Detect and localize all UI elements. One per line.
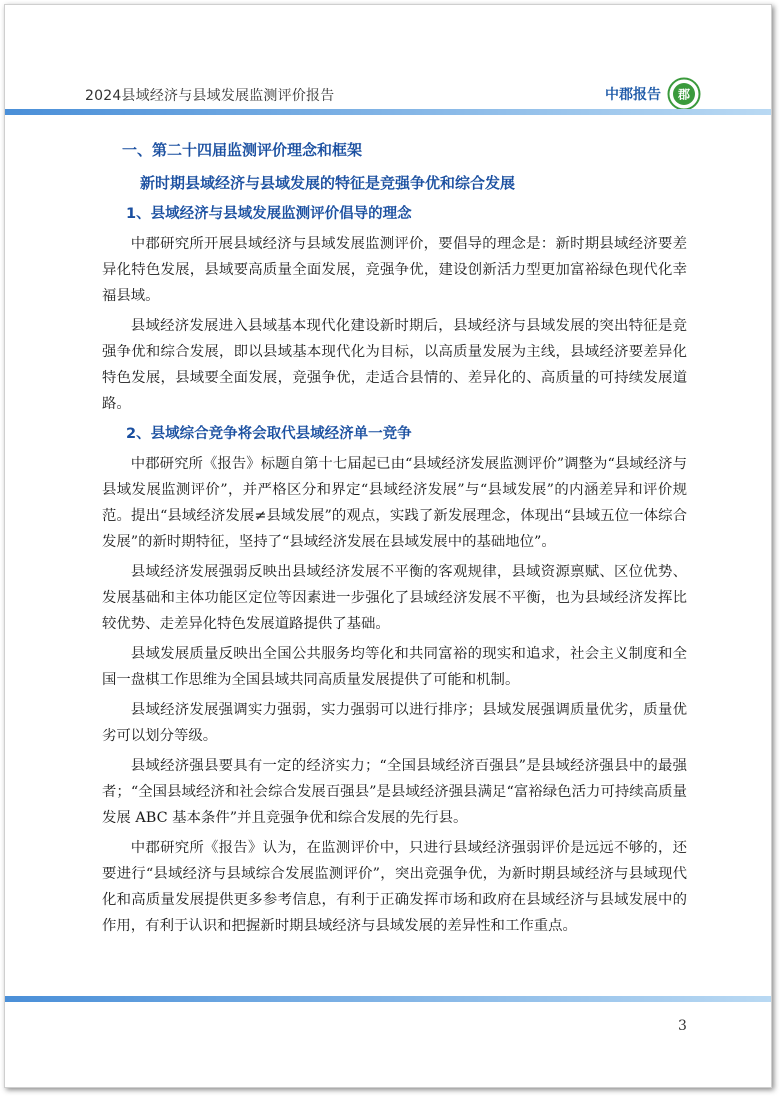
section-subtitle: 新时期县域经济与县域发展的特征是竞强争优和综合发展: [140, 174, 516, 192]
paragraph: 中郡研究所《报告》认为，在监测评价中，只进行县域经济强弱评价是远远不够的，还要进行“县域经济与县域综合发展监测评价”，突出竞强争优，为新时期县域经济与县域现代化和高质量发展提供更多参考信息，有利于正确发挥市场和政府在县域经济与县域发展中的作用，有利于认识和把握新时期县域经济与县域发展的差异性和工作重点。: [102, 840, 687, 934]
paragraph: 中郡研究所《报告》标题自第十七届起已由“县域经济发展监测评价”调整为“县域经济与县域发展监测评价”，并严格区分和界定“县域经济发展”与“县域发展”的内涵差异和评价规范。提出“县域经济发展≠县域发展”的观点，实践了新发展理念，体现出“县域五位一体综合发展”的新时期特征，坚持了“县域经济发展在县域发展中的基础地位”。: [102, 456, 687, 550]
subsection-2-title: 2、县域综合竞争将会取代县域经济单一竞争: [126, 426, 412, 442]
paragraph: 县域经济发展强弱反映出县域经济发展不平衡的客观规律，县域资源禀赋、区位优势、发展基础和主体功能区定位等因素进一步强化了县域经济发展不平衡，也为县域经济发挥比较优势、走差异化特色发展道路提供了基础。: [102, 564, 687, 632]
paragraph: 县域经济发展强调实力强弱，实力强弱可以进行排序；县域发展强调质量优劣，质量优劣可以划分等级。: [102, 702, 687, 744]
brand-block: [605, 77, 701, 111]
section-title: 一、第二十四届监测评价理念和框架: [122, 141, 363, 159]
paragraph: 县域经济强县要具有一定的经济实力；“全国县域经济百强县”是县域经济强县中的最强者；“全国县域经济和社会综合发展百强县”是县域经济强县满足“富裕绿色活力可持续高质量发展 ABC 基本条件”并且竞强争优和综合发展的先行县。: [102, 758, 687, 826]
paragraph: 县域发展质量反映出全国公共服务均等化和共同富裕的现实和追求，社会主义制度和全国一盘棋工作思维为全国县域共同高质量发展提供了可能和机制。: [102, 646, 687, 688]
brand-name: 中郡报告: [605, 87, 661, 103]
document-page: [4, 4, 772, 1088]
brand-logo-icon: [667, 77, 701, 111]
paragraph: 中郡研究所开展县域经济与县域发展监测评价，要倡导的理念是：新时期县域经济要差异化特色发展，县域要高质量全面发展，竞强争优，建设创新活力型更加富裕绿色现代化幸福县域。: [102, 236, 687, 304]
main-content: [102, 137, 687, 943]
brand-logo-glyph: 郡: [677, 87, 691, 102]
running-header-title: 2024县域经济与县域发展监测评价报告: [85, 88, 335, 104]
subsection-1-title: 1、县域经济与县域发展监测评价倡导的理念: [126, 206, 412, 222]
paragraph: 县域经济发展进入县域基本现代化建设新时期后，县域经济与县域发展的突出特征是竞强争优和综合发展，即以县域基本现代化为目标，以高质量发展为主线，县域经济要差异化特色发展，县域要全面发展，竞强争优，走适合县情的、差异化的、高质量的可持续发展道路。: [102, 318, 687, 412]
page-number: 3: [678, 1018, 687, 1034]
header-rule: [5, 109, 771, 115]
footer-rule: [5, 996, 771, 1002]
